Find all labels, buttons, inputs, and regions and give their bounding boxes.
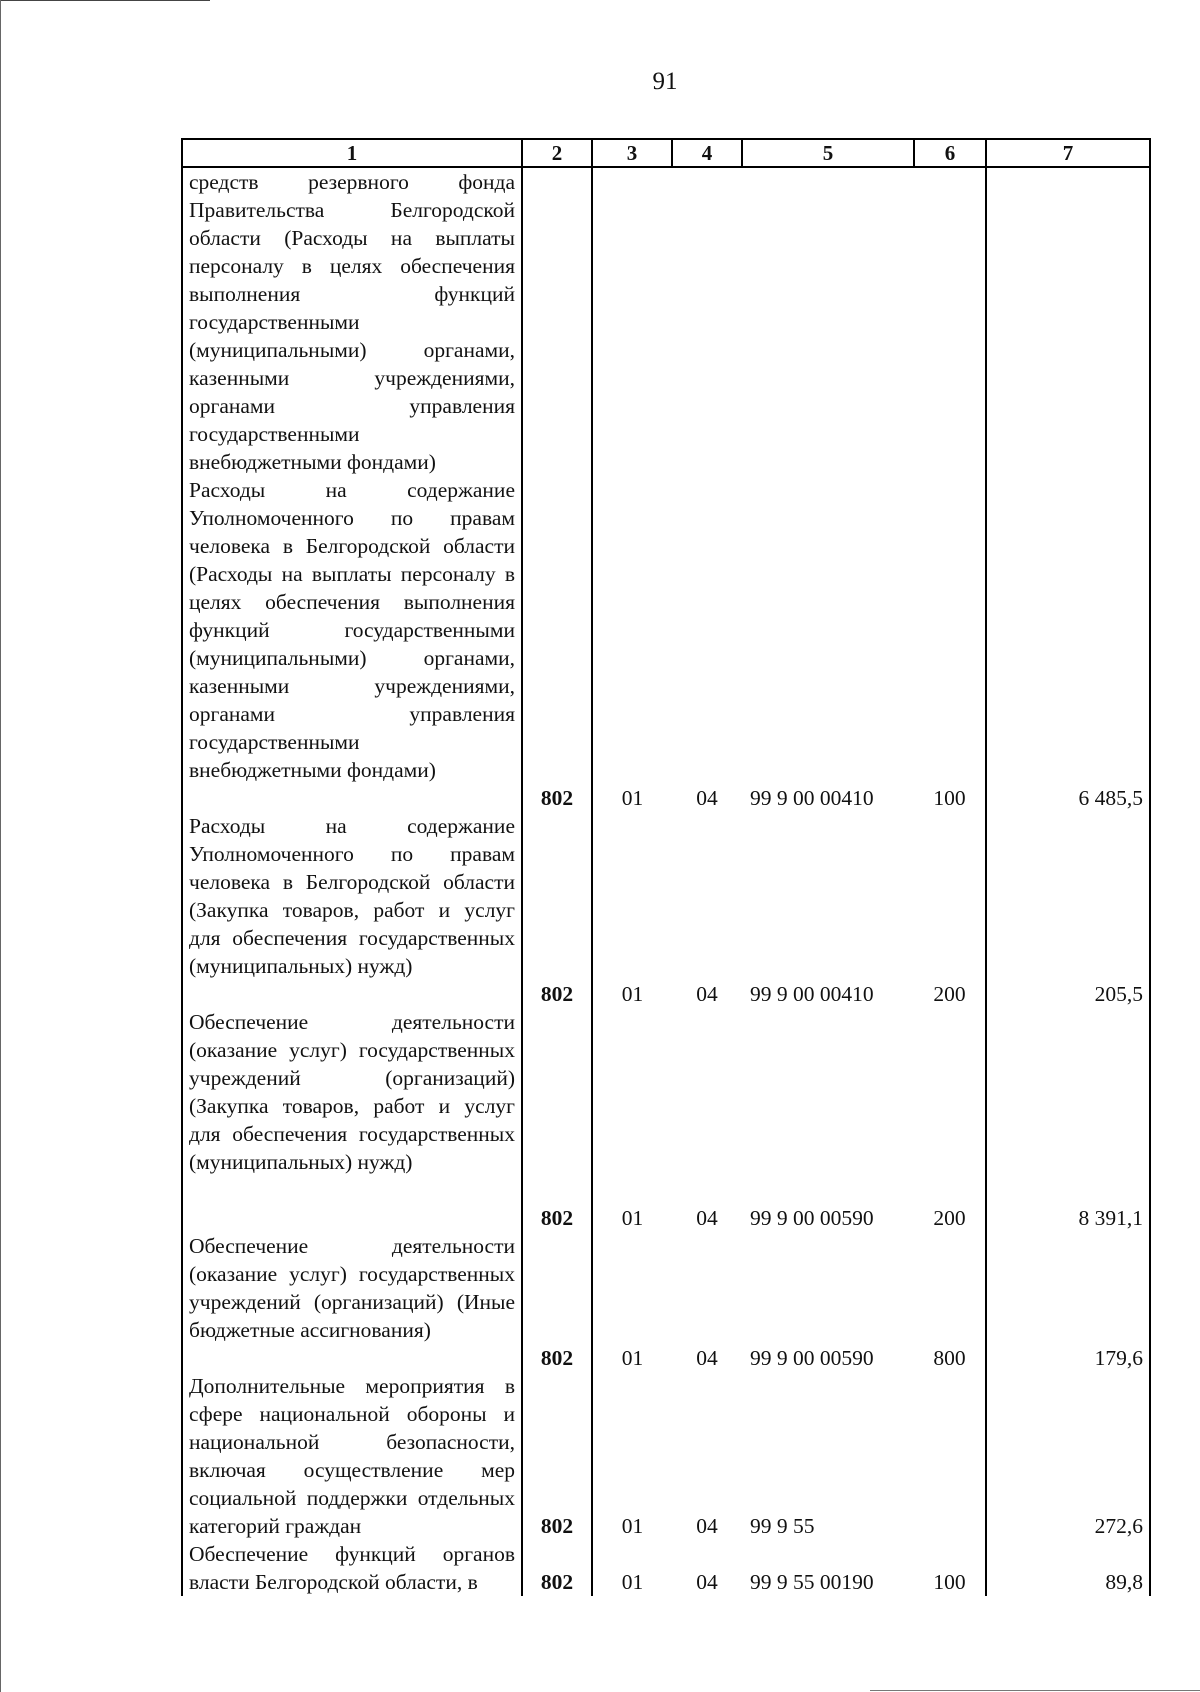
header-col-4: 4 bbox=[672, 139, 742, 167]
table-row bbox=[182, 1372, 1150, 1540]
row-subsection: 04 bbox=[696, 1346, 718, 1370]
row-admin-code: 802 bbox=[522, 1008, 592, 1232]
row-amount: 179,6 bbox=[986, 1232, 1150, 1372]
table-row bbox=[182, 167, 1150, 476]
row-section: 01 bbox=[621, 786, 644, 810]
row-article: 99 9 00 00590 bbox=[750, 1206, 874, 1230]
table-row bbox=[182, 1232, 1150, 1372]
header-col-1: 1 bbox=[182, 139, 522, 167]
row-subsection: 04 bbox=[696, 1570, 718, 1594]
row-description: средств резервного фонда Правительства Белгородской области (Расходы на выплаты персоналу в целях обеспечения выполнения функций государственными (муниципальными) органами, казенными учреждениями, органами управления государственными внебюджетными фондами) bbox=[182, 167, 522, 476]
row-article: 99 9 55 00190 bbox=[750, 1570, 874, 1594]
row-article: 99 9 55 bbox=[750, 1514, 815, 1538]
row-admin-code: 802 bbox=[522, 476, 592, 812]
row-article bbox=[742, 167, 914, 476]
row-expense-type: 200 bbox=[933, 1206, 966, 1230]
row-amount: 272,6 bbox=[986, 1372, 1150, 1540]
row-section: 01 bbox=[621, 982, 644, 1006]
row-admin-code bbox=[522, 167, 592, 476]
row-amount: 6 485,5 bbox=[986, 476, 1150, 812]
row-amount: 8 391,1 bbox=[986, 1008, 1150, 1232]
row-description: Обеспечение функций органов власти Белгородской области, в bbox=[182, 1540, 522, 1596]
scan-edge-top bbox=[0, 0, 210, 1]
row-amount: 205,5 bbox=[986, 812, 1150, 1008]
row-description: Обеспечение деятельности (оказание услуг) государственных учреждений (организаций) (Закупка товаров, работ и услуг для обеспечения государственных (муниципальных) нужд) bbox=[182, 1008, 522, 1232]
row-section: 01 bbox=[621, 1346, 644, 1370]
header-col-5: 5 bbox=[742, 139, 914, 167]
row-section: 01 bbox=[621, 1514, 644, 1538]
row-description: Расходы на содержание Уполномоченного по правам человека в Белгородской области (Расходы на выплаты персоналу в целях обеспечения выполнения функций государственными (муниципальными) органами, казенными учреждениями, органами управления государственными внебюджетными фондами) bbox=[182, 476, 522, 812]
row-expense-type: 200 bbox=[933, 982, 966, 1006]
scan-edge-bottom bbox=[870, 1690, 1200, 1691]
row-subsection: 04 bbox=[696, 786, 718, 810]
row-description: Обеспечение деятельности (оказание услуг) государственных учреждений (организаций) (Иные бюджетные ассигнования) bbox=[182, 1232, 522, 1372]
header-row bbox=[182, 139, 1150, 167]
budget-table bbox=[181, 138, 1151, 1596]
header-col-2: 2 bbox=[522, 139, 592, 167]
row-section bbox=[592, 167, 672, 476]
page-number: 91 bbox=[652, 68, 678, 95]
row-subsection bbox=[672, 167, 742, 476]
row-subsection: 04 bbox=[696, 1514, 718, 1538]
header-col-7: 7 bbox=[986, 139, 1150, 167]
header-col-6: 6 bbox=[914, 139, 986, 167]
table-row bbox=[182, 812, 1150, 1008]
row-description: Расходы на содержание Уполномоченного по правам человека в Белгородской области (Закупка товаров, работ и услуг для обеспечения государственных (муниципальных) нужд) bbox=[182, 812, 522, 1008]
row-expense-type: 100 bbox=[933, 786, 966, 810]
table-row bbox=[182, 1540, 1150, 1596]
row-admin-code: 802 bbox=[522, 1232, 592, 1372]
header-col-3: 3 bbox=[592, 139, 672, 167]
row-article: 99 9 00 00410 bbox=[750, 982, 874, 1006]
row-admin-code: 802 bbox=[522, 1372, 592, 1540]
row-admin-code: 802 bbox=[522, 1540, 592, 1596]
row-description: Дополнительные мероприятия в сфере национальной обороны и национальной безопасности, включая осуществление мер социальной поддержки отдельных категорий граждан bbox=[182, 1372, 522, 1540]
row-expense-type: 800 bbox=[933, 1346, 966, 1370]
row-amount bbox=[986, 167, 1150, 476]
row-amount: 89,8 bbox=[986, 1540, 1150, 1596]
table-row bbox=[182, 1008, 1150, 1232]
row-expense-type: 100 bbox=[933, 1570, 966, 1594]
row-section: 01 bbox=[621, 1206, 644, 1230]
row-expense-type bbox=[914, 167, 986, 476]
row-subsection: 04 bbox=[696, 982, 718, 1006]
row-expense-type bbox=[914, 1372, 986, 1540]
row-article: 99 9 00 00590 bbox=[750, 1346, 874, 1370]
row-section: 01 bbox=[621, 1570, 644, 1594]
table-row bbox=[182, 476, 1150, 812]
row-admin-code: 802 bbox=[522, 812, 592, 1008]
row-article: 99 9 00 00410 bbox=[750, 786, 874, 810]
row-subsection: 04 bbox=[696, 1206, 718, 1230]
scan-edge-left bbox=[0, 0, 1, 1692]
